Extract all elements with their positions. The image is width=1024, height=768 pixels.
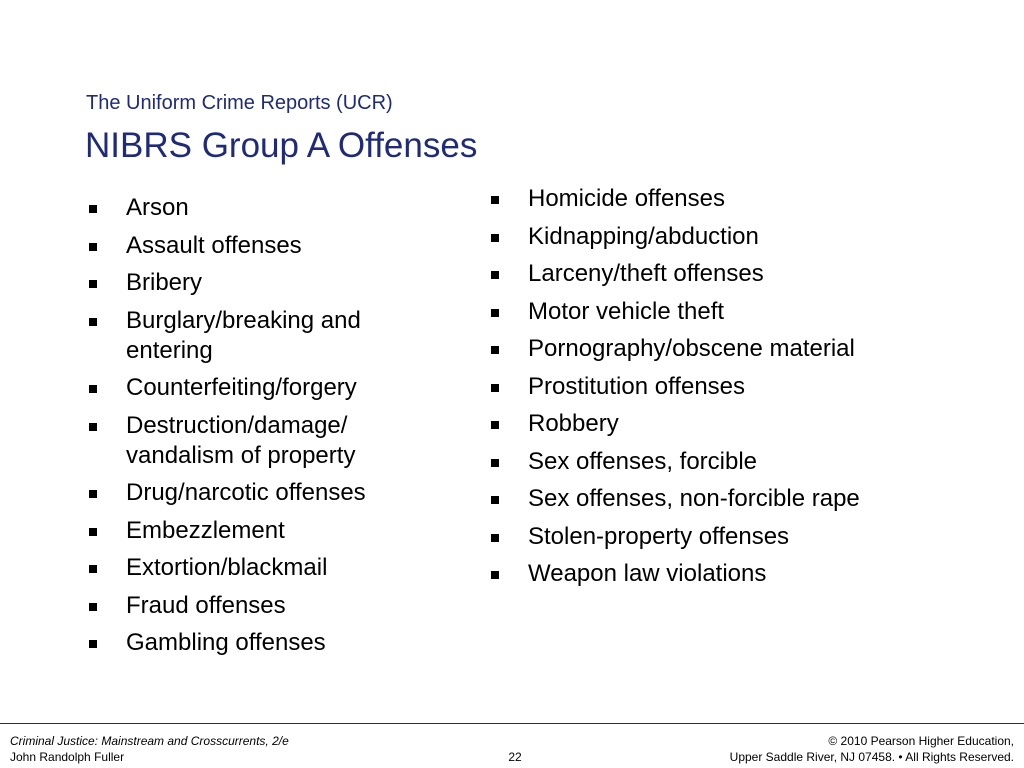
square-bullet-icon: [89, 565, 97, 573]
square-bullet-icon: [89, 243, 97, 251]
list-item: [490, 409, 890, 439]
square-bullet-icon: [491, 234, 499, 242]
list-item-text: Kidnapping/abduction: [528, 222, 759, 250]
square-bullet-icon: [89, 490, 97, 498]
list-item: [490, 184, 890, 214]
list-item-text: Bribery: [126, 269, 203, 296]
list-item-text: Fraud offenses: [126, 591, 286, 619]
list-item: [88, 628, 448, 658]
list-item: [490, 372, 890, 402]
list-item: [490, 334, 890, 364]
list-item-text: Robbery: [528, 410, 619, 437]
list-item: [490, 259, 890, 289]
square-bullet-icon: [491, 496, 499, 504]
square-bullet-icon: [89, 528, 97, 536]
offense-list-left: [88, 193, 448, 666]
square-bullet-icon: [89, 423, 97, 431]
list-item: [88, 231, 448, 261]
list-item: [88, 478, 448, 508]
square-bullet-icon: [491, 346, 499, 354]
list-item-text: Homicide offenses: [528, 185, 725, 212]
list-item: [88, 411, 448, 471]
slide-title: NIBRS Group A Offenses: [85, 126, 478, 165]
list-item-text: Counterfeiting/forgery: [126, 374, 357, 401]
list-item-text: Gambling offenses: [126, 629, 326, 656]
list-item-text: Motor vehicle theft: [528, 297, 725, 325]
square-bullet-icon: [491, 196, 499, 204]
square-bullet-icon: [89, 603, 97, 611]
square-bullet-icon: [89, 205, 97, 213]
list-item-text: Stolen-property offenses: [528, 522, 790, 550]
list-item-text: Pornography/obscene material: [528, 335, 855, 362]
author-name: John Randolph Fuller: [10, 750, 125, 764]
square-bullet-icon: [491, 459, 499, 467]
list-item-text: Sex offenses, non-forcible rape: [528, 485, 860, 512]
copyright-notice: [730, 733, 1014, 765]
list-item-text: Extortion/blackmail: [126, 554, 328, 581]
square-bullet-icon: [89, 318, 97, 326]
square-bullet-icon: [491, 271, 499, 279]
copyright-line-2: Upper Saddle River, NJ 07458. • All Rights Reserved.: [729, 750, 1014, 764]
list-item: [88, 373, 448, 403]
list-item: [88, 193, 448, 223]
list-item: [88, 306, 448, 366]
list-item-text: Burglary/breaking and entering: [126, 306, 361, 364]
list-item: [490, 559, 890, 589]
footer-citation: [10, 733, 289, 765]
list-item-text: Sex offenses, forcible: [528, 447, 758, 475]
square-bullet-icon: [89, 640, 97, 648]
list-item: [490, 522, 890, 552]
square-bullet-icon: [491, 571, 499, 579]
offense-list-right: [490, 184, 890, 597]
list-item: [490, 297, 890, 327]
square-bullet-icon: [491, 384, 499, 392]
list-item-text: Assault offenses: [126, 231, 302, 259]
list-item: [88, 553, 448, 583]
square-bullet-icon: [491, 309, 499, 317]
list-item-text: Embezzlement: [126, 516, 285, 544]
list-item: [88, 591, 448, 621]
list-item: [490, 447, 890, 477]
book-title: Criminal Justice: Mainstream and Crosscurrents, 2/e: [10, 734, 289, 748]
list-item-text: Prostitution offenses: [528, 372, 746, 400]
list-item-text: Destruction/damage/ vandalism of property: [126, 411, 356, 469]
slide-subtitle: The Uniform Crime Reports (UCR): [86, 92, 393, 114]
list-item: [490, 222, 890, 252]
list-item: [88, 268, 448, 298]
square-bullet-icon: [89, 280, 97, 288]
square-bullet-icon: [89, 385, 97, 393]
list-item-text: Arson: [126, 194, 189, 221]
square-bullet-icon: [491, 421, 499, 429]
list-item-text: Larceny/theft offenses: [528, 260, 764, 287]
copyright-line-1: © 2010 Pearson Higher Education,: [828, 734, 1014, 748]
list-item: [88, 516, 448, 546]
list-item: [490, 484, 890, 514]
list-item-text: Drug/narcotic offenses: [126, 479, 366, 506]
page-number: 22: [508, 750, 522, 764]
square-bullet-icon: [491, 534, 499, 542]
footer-divider: [0, 723, 1024, 724]
list-item-text: Weapon law violations: [528, 560, 767, 587]
